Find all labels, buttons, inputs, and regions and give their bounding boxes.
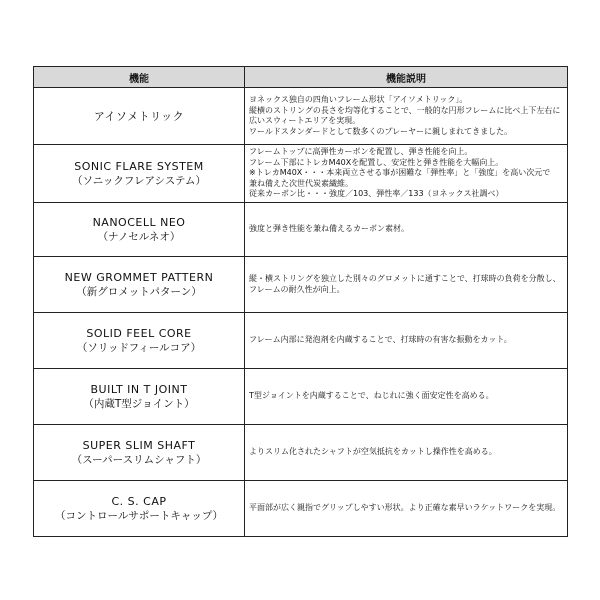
table-row (34, 481, 568, 537)
feature-name: NANOCELL NEO (92, 215, 186, 229)
description-line: T型ジョイントを内蔵することで、ねじれに強く面安定性を高める。 (249, 391, 494, 401)
table-row (34, 313, 568, 369)
feature-name: SOLID FEEL CORE (86, 326, 192, 340)
header-feature: 機能 (34, 67, 245, 88)
description-line: ※トレカM40X・・・本来両立させる事が困難な「弾性率」と「強度」を高い次元で (249, 168, 551, 178)
description-line: フレームの耐久性が向上。 (249, 284, 345, 294)
table-header-row (34, 67, 568, 88)
description-cell (245, 313, 568, 369)
header-description: 機能説明 (245, 67, 568, 88)
description-cell (245, 481, 568, 537)
table-row (34, 88, 568, 145)
description-line: よりスリム化されたシャフトが空気抵抗をカットし操作性を高める。 (249, 447, 497, 457)
description-line: 平面部が広く親指でグリップしやすい形状。より正確な素早いラケットワークを実現。 (249, 503, 561, 513)
feature-kana: （新グロメットパターン） (76, 285, 202, 298)
feature-name: アイソメトリック (93, 109, 185, 123)
feature-kana: （ソニックフレアシステム） (72, 174, 206, 187)
feature-kana: （スーパースリムシャフト） (71, 453, 207, 466)
feature-name: C. S. CAP (111, 494, 167, 508)
feature-cell (34, 313, 245, 369)
description-cell (245, 257, 568, 313)
description-line: 縦横のストリングの長さを均等化することで、一般的な円形フレームに比べ上下左右に (249, 105, 561, 115)
description-cell (245, 425, 568, 481)
feature-name: NEW GROMMET PATTERN (64, 270, 214, 284)
feature-cell (34, 481, 245, 537)
description-line: ワールドスタンダードとして数多くのプレーヤーに親しまれてきました。 (249, 126, 513, 136)
feature-kana: （ナノセルネオ） (97, 230, 181, 243)
description-cell (245, 203, 568, 257)
feature-name: BUILT IN T JOINT (90, 382, 188, 396)
description-line: フレーム内部に発泡剤を内蔵することで、打球時の有害な振動をカット。 (249, 335, 512, 345)
description-cell (245, 88, 568, 145)
table-row (34, 425, 568, 481)
table-row (34, 257, 568, 313)
description-cell (245, 145, 568, 203)
description-line: 縦・横ストリングを独立した別々のグロメットに通すことで、打球時の負荷を分散し、 (249, 274, 561, 283)
feature-name: SUPER SLIM SHAFT (82, 438, 196, 452)
feature-spec-table (33, 66, 568, 537)
description-line: 兼ね備えた次世代炭素繊維。 (249, 178, 353, 188)
description-line: 従来カーボン比・・・強度／103、弾性率／133（ヨネックス社調べ） (249, 189, 504, 199)
table-row (34, 203, 568, 257)
table-row (34, 145, 568, 203)
feature-kana: （コントロールサポートキャップ） (55, 509, 223, 522)
table-row (34, 369, 568, 425)
feature-kana: （内蔵T型ジョイント） (83, 397, 195, 410)
feature-cell (34, 88, 245, 145)
description-line: フレームトップに高弾性カーボンを配置し、弾き性能を向上。 (249, 147, 473, 157)
feature-cell (34, 203, 245, 257)
description-line: 広いスウィートエリアを実現。 (249, 116, 361, 125)
feature-name: SONIC FLARE SYSTEM (74, 159, 204, 173)
description-line: ヨネックス独自の四角いフレーム形状「アイソメトリック」。 (249, 95, 468, 104)
description-line: 強度と弾き性能を兼ね備えるカーボン素材。 (249, 224, 409, 234)
description-line: フレーム下部にトレカM40Xを配置し、安定性と弾き性能を大幅向上。 (249, 157, 504, 167)
feature-cell (34, 369, 245, 425)
feature-kana: （ソリッドフィールコア） (76, 341, 202, 354)
feature-cell (34, 425, 245, 481)
feature-cell (34, 257, 245, 313)
feature-cell (34, 145, 245, 203)
description-cell (245, 369, 568, 425)
